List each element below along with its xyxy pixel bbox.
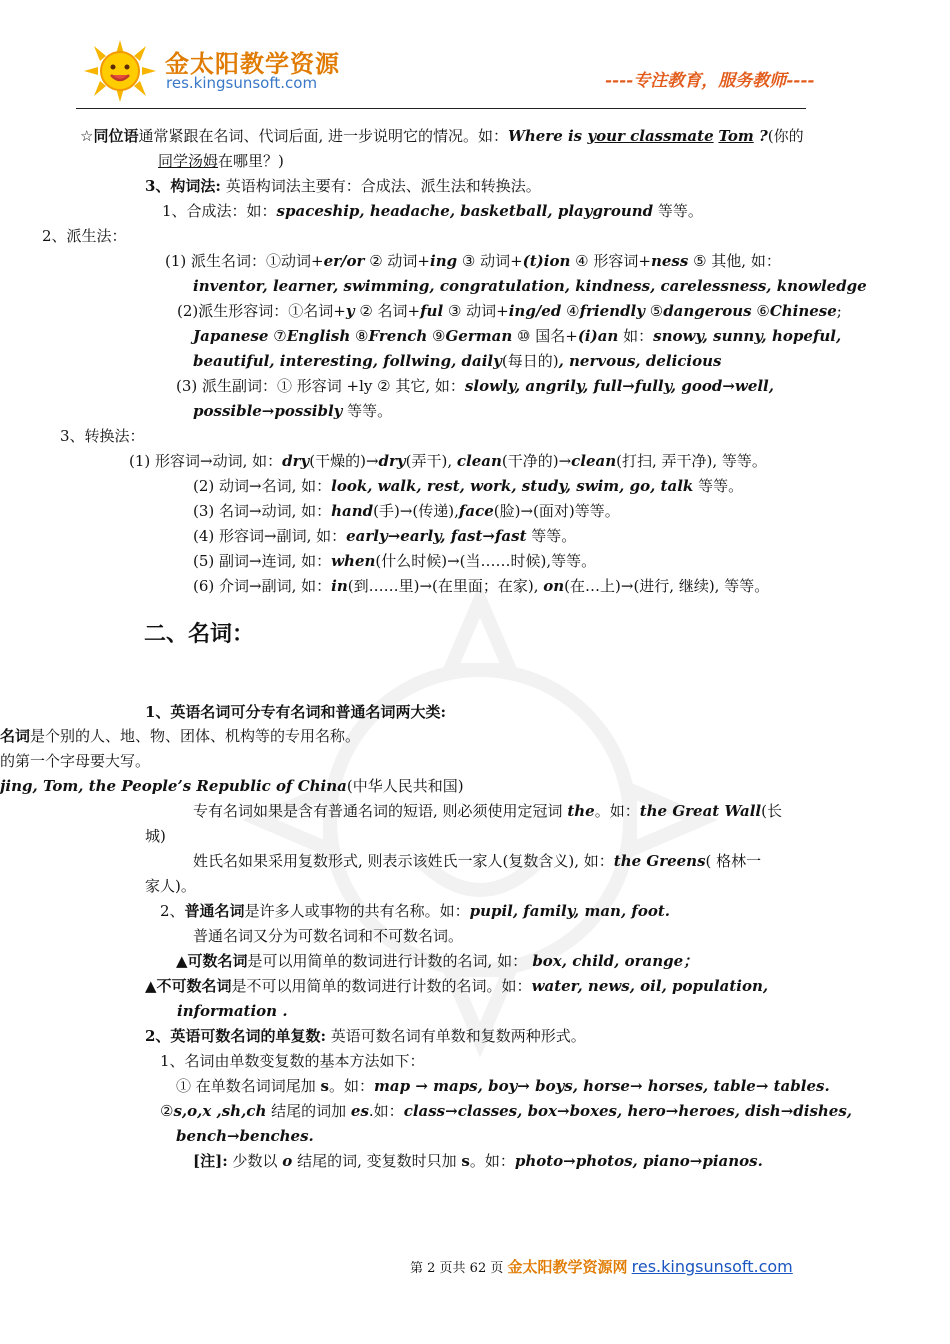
- text-line: 城): [145, 827, 166, 845]
- text-line: (1) 派生名词：①动词+er/or ② 动词+ing ③ 动词+(t)ion ④ 形容词+ness ⑤ 其他, 如：: [165, 252, 781, 270]
- text-line: 3、构词法: 英语构词法主要有：合成法、派生法和转换法。: [145, 177, 541, 195]
- text-line: 2、普通名词是许多人或事物的共有名称。如：pupil, family, man, foot.: [160, 902, 671, 920]
- text-line: beautiful, interesting, follwing, daily(每日的), nervous, delicious: [193, 352, 722, 370]
- text-line: ▲可数名词是可以用简单的数词进行计数的名词, 如： box, child, orange；: [176, 952, 699, 970]
- text-line: 1、名词由单数变复数的基本方法如下：: [160, 1052, 425, 1070]
- text-line: ☆同位语通常紧跟在名词、代词后面, 进一步说明它的情况。如：Where is your classmate Tom ?(你的: [80, 127, 804, 145]
- text-line: (2)派生形容词：①名词+y ② 名词+ful ③ 动词+ing/ed ④friendly ⑤dangerous ⑥Chinese;: [177, 302, 842, 320]
- text-line: [注]: 少数以 o 结尾的词, 变复数时只加 s。如：photo→photos, piano→pianos.: [193, 1152, 763, 1170]
- footer-url-link[interactable]: res.kingsunsoft.com: [631, 1257, 793, 1276]
- text-line: 1、英语名词可分专有名词和普通名词两大类:: [145, 703, 446, 721]
- text-line: information .: [177, 1002, 288, 1020]
- footer-brand: 金太阳教学资源网: [507, 1258, 628, 1276]
- text-line: bench→benches.: [176, 1127, 314, 1145]
- text-line: (2) 动词→名词, 如：look, walk, rest, work, study, swim, go, talk 等等。: [193, 477, 744, 495]
- brand-url: res.kingsunsoft.com: [166, 74, 318, 92]
- text-line: 专有名词如果是含有普通名词的短语, 则必须使用定冠词 the。如：the Great Wall(长: [193, 802, 782, 820]
- text-line: (5) 副词→连词, 如：when(什么时候)→(当……时候),等等。: [193, 552, 597, 570]
- page-number: 第 2 页共 62 页: [410, 1261, 504, 1276]
- text-line: (4) 形容词→副词, 如：early→early, fast→fast 等等。: [193, 527, 577, 545]
- text-line: 家人)。: [145, 877, 196, 895]
- text-line: possible→possibly 等等。: [193, 402, 393, 420]
- text-line: 同学汤姆在哪里？): [158, 152, 284, 170]
- page-footer: [410, 1256, 793, 1277]
- text-line: (6) 介词→副词, 如：in(到……里)→(在里面；在家), on(在…上)→(进行, 继续), 等等。: [193, 577, 770, 595]
- text-line: ②s,o,x ,sh,ch 结尾的词加 es.如：class→classes, box→boxes, hero→heroes, dish→dishes,: [160, 1102, 853, 1120]
- section-title: 二、名词：: [144, 622, 255, 647]
- text-line: 名词是个别的人、地、物、团体、机构等的专用名称。: [0, 727, 361, 745]
- header-slogan: ----专注教育，服务教师----: [605, 71, 815, 91]
- header-divider: [76, 108, 806, 109]
- text-line: 3、转换法：: [60, 427, 145, 445]
- text-line: 1、合成法：如：spaceship, headache, basketball, playground 等等。: [162, 202, 703, 220]
- brand-name: 金太阳教学资源: [165, 50, 340, 78]
- text-line: 2、派生法：: [42, 227, 127, 245]
- text-line: inventor, learner, swimming, congratulation, kindness, carelessness, knowledge: [193, 277, 867, 295]
- sun-logo-icon: [84, 40, 156, 102]
- text-line: ▲不可数名词是不可以用简单的数词进行计数的名词。如：water, news, oil, population,: [145, 977, 769, 995]
- text-line: (1) 形容词→动词, 如：dry(干燥的)→dry(弄干), clean(干净的)→clean(打扫, 弄干净), 等等。: [129, 452, 767, 470]
- text-line: 普通名词又分为可数名词和不可数名词。: [193, 927, 464, 945]
- text-line: (3) 派生副词：① 形容词 +ly ② 其它, 如：slowly, angrily, full→fully, good→well,: [176, 377, 774, 395]
- text-line: ① 在单数名词词尾加 s。如：map → maps, boy→ boys, horse→ horses, table→ tables.: [176, 1077, 830, 1095]
- text-line: 的第一个字母要大写。: [0, 752, 151, 770]
- text-line: 2、英语可数名词的单复数: 英语可数名词有单数和复数两种形式。: [145, 1027, 586, 1045]
- text-line: Japanese ⑦English ⑧French ⑨German ⑩ 国名+(i)an 如：snowy, sunny, hopeful,: [193, 327, 842, 345]
- text-line: jing, Tom, the People’s Republic of China(中华人民共和国): [0, 777, 464, 795]
- text-line: (3) 名词→动词, 如：hand(手)→(传递),face(脸)→(面对)等等。: [193, 502, 620, 520]
- text-line: 姓氏名如果采用复数形式, 则表示该姓氏一家人(复数含义), 如：the Greens( 格林一: [193, 852, 762, 870]
